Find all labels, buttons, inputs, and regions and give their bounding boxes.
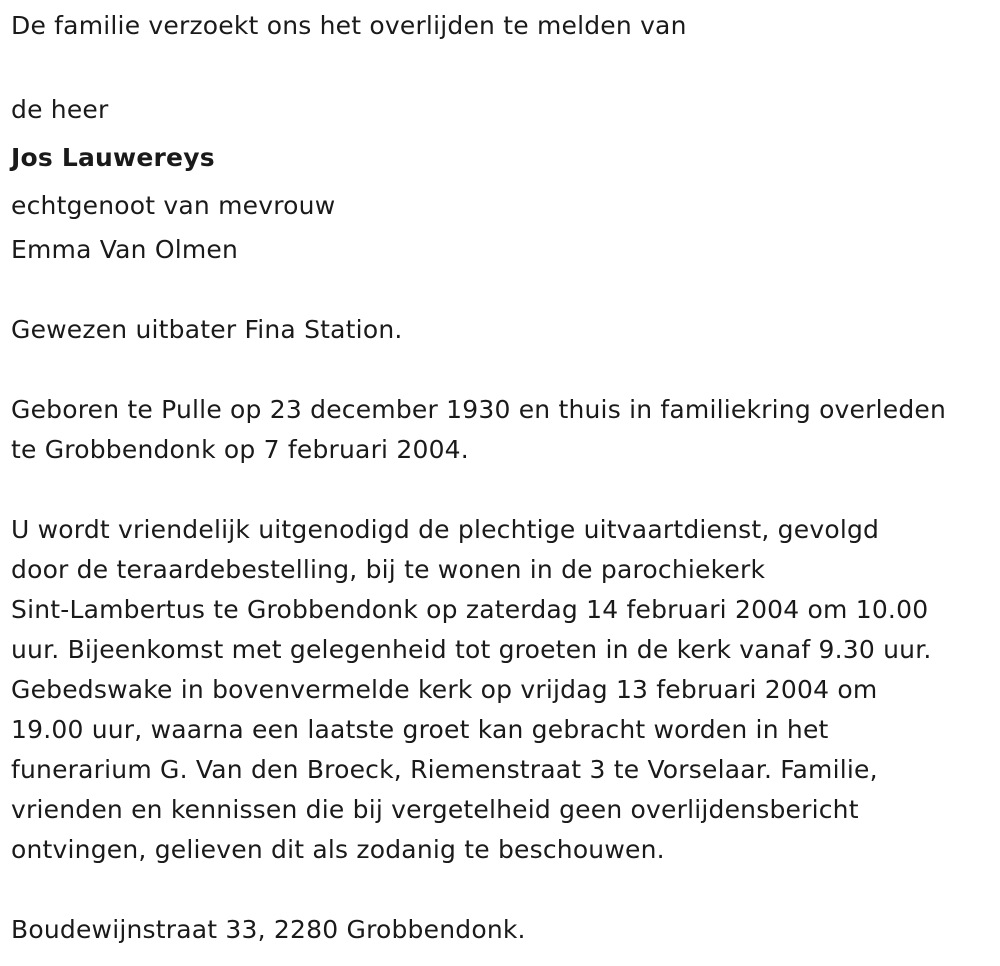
spacer	[11, 470, 991, 510]
paragraph-line: ontvingen, gelieven dit als zodanig te beschouwen.	[11, 835, 665, 864]
invitation-paragraph	[11, 510, 991, 870]
paragraph-line: Gebedswake in bovenvermelde kerk op vrijdag 13 februari 2004 om	[11, 675, 878, 704]
paragraph-line: Geboren te Pulle op 23 december 1930 en thuis in familiekring overleden	[11, 395, 947, 424]
spouse-label: echtgenoot van mevrouw	[11, 191, 336, 220]
paragraph-line: funerarium G. Van den Broeck, Riemenstraat 3 te Vorselaar. Familie,	[11, 755, 878, 784]
paragraph-line: U wordt vriendelijk uitgenodigd de plechtige uitvaartdienst, gevolgd	[11, 515, 880, 544]
spacer	[11, 270, 991, 310]
spouse-name: Emma Van Olmen	[11, 235, 239, 264]
spacer	[11, 870, 991, 910]
occupation: Gewezen uitbater Fina Station.	[11, 315, 403, 344]
address: Boudewijnstraat 33, 2280 Grobbendonk.	[11, 915, 526, 944]
paragraph-line: te Grobbendonk op 7 februari 2004.	[11, 435, 469, 464]
paragraph-line: Sint-Lambertus te Grobbendonk op zaterdag 14 februari 2004 om 10.00	[11, 595, 929, 624]
deceased-name: Jos Lauwereys	[11, 143, 215, 172]
spacer	[11, 350, 991, 390]
intro-text: De familie verzoekt ons het overlijden te melden van	[11, 11, 687, 40]
salutation: de heer	[11, 95, 109, 124]
notice-content	[11, 6, 991, 950]
spacer	[11, 46, 991, 86]
paragraph-line: 19.00 uur, waarna een laatste groet kan gebracht worden in het	[11, 715, 829, 744]
paragraph-line: vrienden en kennissen die bij vergetelheid geen overlijdensbericht	[11, 795, 859, 824]
paragraph-line: uur. Bijeenkomst met gelegenheid tot groeten in de kerk vanaf 9.30 uur.	[11, 635, 932, 664]
paragraph-line: door de teraardebestelling, bij te wonen in de parochiekerk	[11, 555, 766, 584]
birth-death-paragraph	[11, 390, 991, 470]
